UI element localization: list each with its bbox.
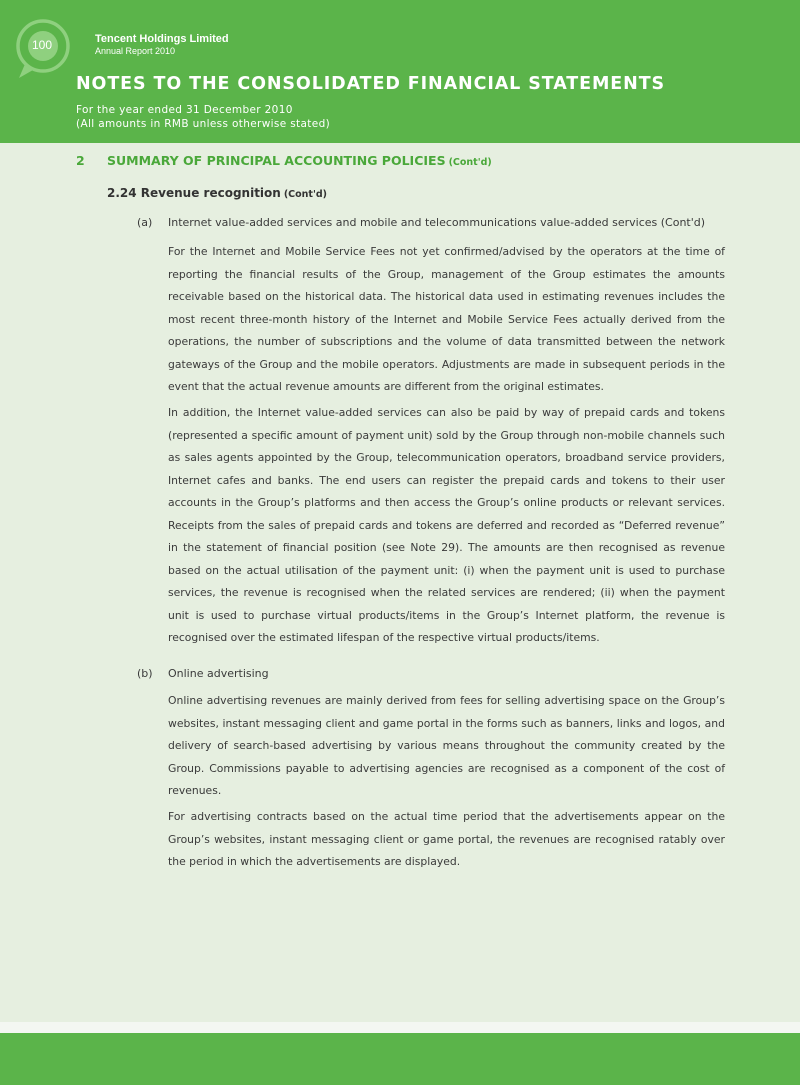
page-number: 100 xyxy=(31,38,53,52)
item-b-title: Online advertising xyxy=(168,667,269,680)
item-b-paragraph-2: For advertising contracts based on the actual time period that the advertisements appear on the Group’s websites, instant messaging client or game portal, the revenues are recognised ratably over the period in which the advertisements are displayed. xyxy=(168,810,725,868)
item-a-title: Internet value-added services and mobile and telecommunications value-added services (Cont'd) xyxy=(168,216,706,229)
period-line: For the year ended 31 December 2010 xyxy=(76,104,293,116)
company-name: Tencent Holdings Limited xyxy=(95,33,229,45)
page-header-band xyxy=(0,0,800,143)
section-cont-label: (Cont'd) xyxy=(448,157,492,168)
item-b-paragraph-1: Online advertising revenues are mainly derived from fees for selling advertising space on the Group’s websites, instant messaging client and game portal in the forms such as banners, links and logos, and delivery of search-based advertising by various means throughout the community created by the Group. Commissions payable to advertising agencies are recognised as a component of the cost of revenues. xyxy=(168,694,725,797)
section-title-text: SUMMARY OF PRINCIPAL ACCOUNTING POLICIES xyxy=(107,153,446,168)
report-name: Annual Report 2010 xyxy=(95,46,176,56)
page-title: NOTES TO THE CONSOLIDATED FINANCIAL STATEMENTS xyxy=(76,74,666,94)
amounts-note: (All amounts in RMB unless otherwise stated) xyxy=(76,118,331,130)
section-heading xyxy=(107,153,492,168)
section-number: 2 xyxy=(76,153,85,168)
item-a-paragraph-1: For the Internet and Mobile Service Fees not yet confirmed/advised by the operators at the time of reporting the financial results of the Group, management of the Group estimates the amounts receivable based on the historical data. The historical data used in estimating revenues includes the most recent three-month history of the Internet and Mobile Service Fees actually derived from the operations, the number of subscriptions and the volume of data transmitted between the network gateways of the Group and the mobile operators. Adjustments are made in subsequent periods in the event that the actual revenue amounts are different from the original estimates. xyxy=(168,245,725,393)
subsection-heading xyxy=(107,186,327,200)
item-b-label: (b) xyxy=(137,667,153,680)
subsection-title-text: 2.24 Revenue recognition xyxy=(107,186,281,200)
item-a-paragraph-2: In addition, the Internet value-added services can also be paid by way of prepaid cards and tokens (represented a specific amount of payment unit) sold by the Group through non-mobile channels such as sales agents appointed by the Group, telecommunication operators, broadband service providers, Internet cafes and banks. The end users can register the prepaid cards and tokens to their user accounts in the Group’s platforms and then access the Group’s online products or relevant services. Receipts from the sales of prepaid cards and tokens are deferred and recorded as “Deferred revenue” in the statement of financial position (see Note 29). The amounts are then recognised as revenue based on the actual utilisation of the payment unit: (i) when the payment unit is used to purchase services, the revenue is recognised when the related services are rendered; (ii) when the payment unit is used to purchase virtual products/items in the Group’s Internet platform, the revenue is recognised over the estimated lifespan of the respective virtual products/items. xyxy=(168,406,725,644)
footer-divider xyxy=(0,1022,800,1033)
subsection-cont-label: (Cont'd) xyxy=(283,189,328,200)
page-footer-band xyxy=(0,1033,800,1085)
item-a-label: (a) xyxy=(137,216,153,229)
